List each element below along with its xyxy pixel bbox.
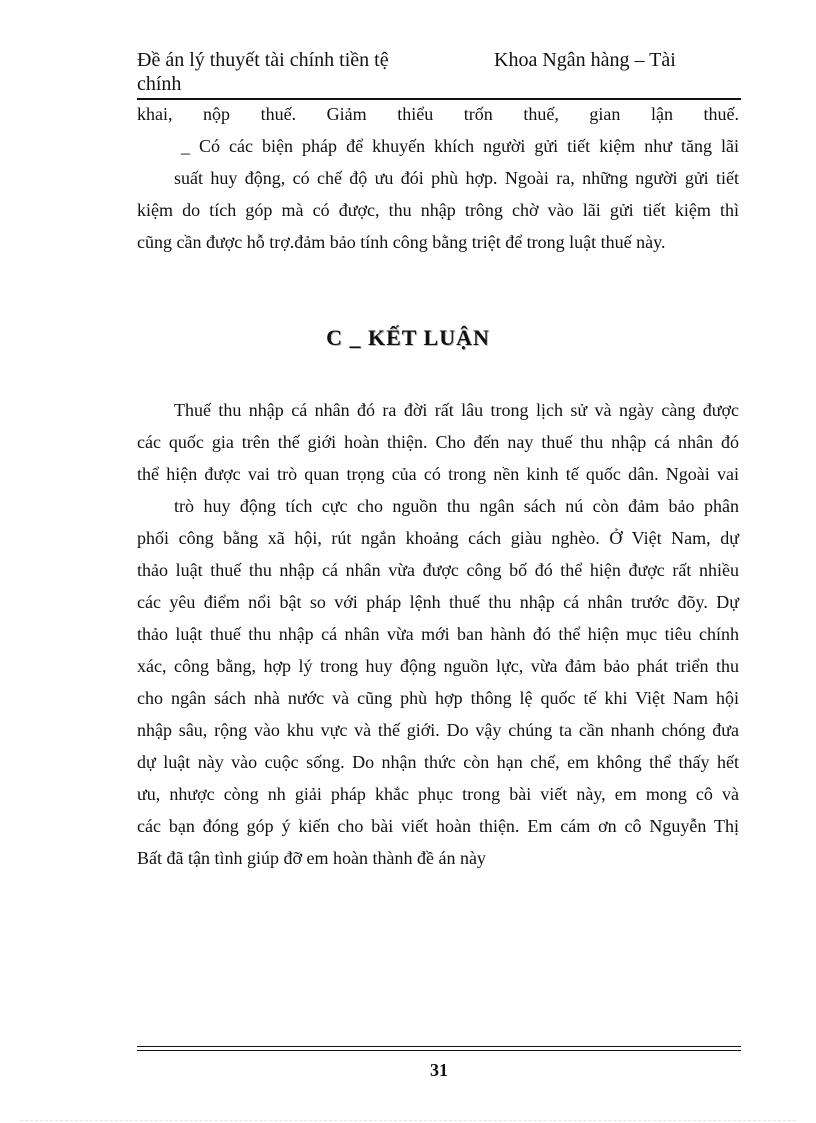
text-line: các yêu điểm nổi bật so với pháp lệnh thuế thu nhập cá nhân trước đõy. Dự — [137, 592, 739, 612]
body-paragraph-top — [137, 98, 739, 258]
text-line: thảo luật thuế thu nhập cá nhân vừa mới ban hành đó thể hiện mục tiêu chính — [137, 624, 739, 644]
text-line: các quốc gia trên thế giới hoàn thiện. Cho đến nay thuế thu nhập cá nhân đó — [137, 432, 739, 452]
text-line: Bất đã tận tình giúp đỡ em hoàn thành đề án này — [137, 848, 486, 868]
section-heading: C _ KẾT LUẬN — [326, 325, 490, 350]
header-faculty-name: Khoa Ngân hàng – Tài — [494, 49, 676, 71]
text-line: kiệm do tích góp mà có được, thu nhập trông chờ vào lãi gửi tiết kiệm thì — [137, 200, 739, 220]
text-line: các bạn đóng góp ý kiến cho bài viết hoàn thiện. Em cám ơn cô Nguyễn Thị — [137, 816, 739, 836]
conclusion-paragraph — [137, 394, 739, 874]
text-line: suất huy động, có chế độ ưu đói phù hợp. Ngoài ra, những người gửi tiết — [174, 168, 739, 188]
footer-divider — [137, 1046, 741, 1051]
page-number: 31 — [430, 1060, 448, 1080]
text-line: trò huy động tích cực cho nguồn thu ngân sách nú còn đảm bảo phân — [174, 496, 739, 516]
text-line: _ Có các biện pháp để khuyến khích người gửi tiết kiệm như tăng lãi — [181, 136, 739, 156]
text-line: ưu, nhược còng nh giải pháp khắc phục trong bài viết này, em mong cô và — [137, 784, 739, 804]
text-line: xác, công bằng, hợp lý trong huy động nguồn lực, vừa đảm bảo phát triển thu — [137, 656, 739, 676]
text-line: thảo luật thuế thu nhập cá nhân vừa được công bố đó thể hiện được rất nhiều — [137, 560, 739, 580]
text-line: dự luật này vào cuộc sống. Do nhận thức còn hạn chế, em không thể thấy hết — [137, 752, 739, 772]
text-line: thể hiện được vai trò quan trọng của có trong nền kinh tế quốc dân. Ngoài vai — [137, 464, 739, 484]
text-line: nhập sâu, rộng vào khu vực và thế giới. Do vậy chúng ta cần nhanh chóng đưa — [137, 720, 739, 740]
text-line: Thuế thu nhập cá nhân đó ra đời rất lâu trong lịch sử và ngày càng được — [174, 400, 739, 420]
page-boundary — [20, 1120, 796, 1121]
text-line: cũng cần được hỗ trợ.đảm bảo tính công bằng triệt để trong luật thuế này. — [137, 232, 666, 252]
text-line: phối công bằng xã hội, rút ngắn khoảng cách giàu nghèo. Ở Việt Nam, dự — [137, 528, 739, 548]
text-line: cho ngân sách nhà nước và cũng phù hợp thông lệ quốc tế khi Việt Nam hội — [137, 688, 739, 708]
header-document-title: Đề án lý thuyết tài chính tiền tệ chính — [137, 49, 389, 95]
text-line: khai, nộp thuế. Giảm thiểu trốn thuế, gian lận thuế. — [137, 104, 739, 124]
